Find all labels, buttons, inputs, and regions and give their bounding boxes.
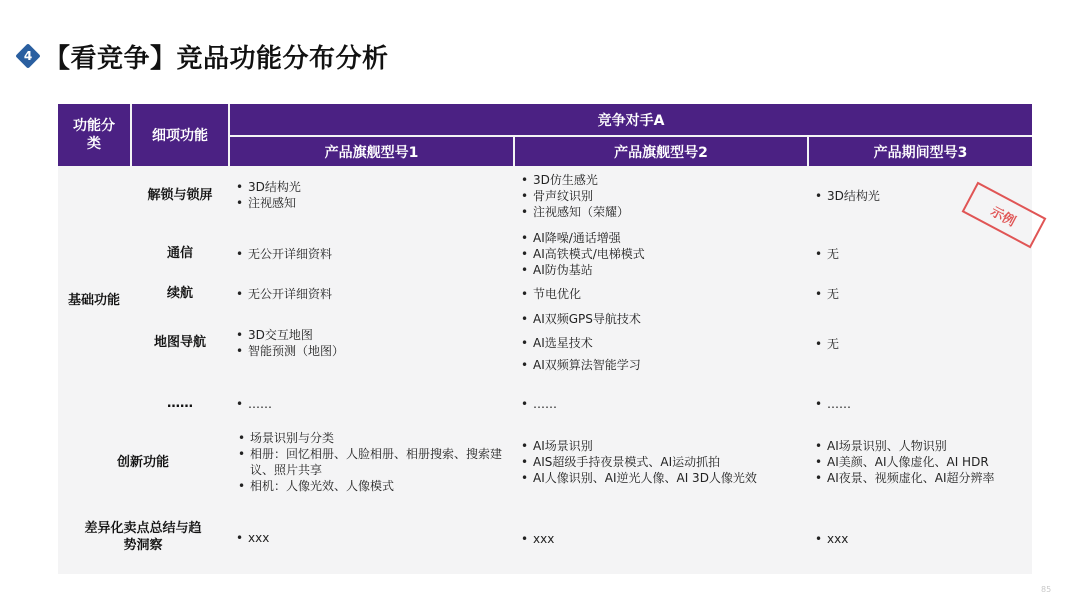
slide-title	[18, 36, 389, 76]
row-label-more: ……	[167, 396, 193, 411]
example-stamp: 示例	[962, 182, 1047, 249]
list-item: • 3D交互地图	[234, 327, 504, 343]
list-item: • 无	[813, 246, 1013, 262]
cell-more-m3	[813, 396, 1013, 412]
list-item: • 无公开详细资料	[234, 286, 504, 302]
cell-battery-m2	[519, 286, 799, 302]
header-model-3: 产品期间型号3	[809, 137, 1032, 166]
cell-unlock-m3	[813, 188, 973, 204]
header-function-category: 功能分类	[58, 104, 130, 166]
category-innovation: 创新功能	[116, 455, 169, 470]
cell-summary-m2	[519, 531, 799, 547]
list-item: • 3D仿生感光	[519, 172, 799, 188]
list-item: • AI双频算法智能学习	[519, 357, 799, 373]
list-item: • AIS超级手持夜景模式、AI运动抓拍	[519, 454, 805, 470]
cell-battery-m3	[813, 286, 1013, 302]
list-item: • 3D结构光	[813, 188, 973, 204]
list-item: • ……	[519, 396, 799, 412]
list-item: • 注视感知（荣耀）	[519, 204, 799, 220]
list-item: • ……	[813, 396, 1013, 412]
row-label-communication: 通信	[166, 246, 193, 261]
list-item: • 相册：回忆相册、人脸相册、相册搜索、搜索建议、照片共享	[236, 446, 504, 478]
list-item: • 场景识别与分类	[236, 430, 504, 446]
header-model-2: 产品旗舰型号2	[515, 137, 807, 166]
list-item: • AI美颜、AI人像虚化、AI HDR	[813, 454, 1031, 470]
list-item: • AI场景识别、人物识别	[813, 438, 1031, 454]
section-number-badge: 4	[18, 46, 38, 66]
list-item: • xxx	[813, 531, 1013, 547]
cell-innovation-m1	[236, 430, 504, 494]
cell-summary-m3	[813, 531, 1013, 547]
cell-nav-m3	[813, 336, 1013, 352]
list-item: • 3D结构光	[234, 179, 504, 195]
list-item: • AI高铁模式/电梯模式	[519, 246, 799, 262]
cell-comm-m3	[813, 246, 1013, 262]
page-title: 【看竞争】竞品功能分布分析	[44, 43, 389, 74]
cell-comm-m1	[234, 246, 504, 262]
cell-nav-m2-c	[519, 357, 799, 373]
cell-innovation-m3	[813, 438, 1031, 486]
row-label-unlock: 解锁与锁屏	[147, 188, 213, 203]
list-item: • AI双频GPS导航技术	[519, 311, 799, 327]
header-competitor: 竞争对手A	[230, 104, 1032, 135]
list-item: • 无公开详细资料	[234, 246, 504, 262]
list-item: • 无	[813, 336, 1013, 352]
list-item: • AI选星技术	[519, 335, 799, 351]
list-item: • AI降噪/通话增强	[519, 230, 799, 246]
list-item: • 相机：人像光效、人像模式	[236, 478, 504, 494]
list-item: • xxx	[234, 530, 504, 546]
cell-summary-m1	[234, 530, 504, 546]
cell-comm-m2	[519, 230, 799, 278]
row-label-battery: 续航	[166, 286, 193, 301]
category-summary: 差异化卖点总结与趋势洞察	[84, 521, 202, 553]
list-item: • 注视感知	[234, 195, 504, 211]
list-item: • 节电优化	[519, 286, 799, 302]
list-item: • AI防伪基站	[519, 262, 799, 278]
list-item: • AI人像识别、AI逆光人像、AI 3D人像光效	[519, 470, 805, 486]
header-model-1: 产品旗舰型号1	[230, 137, 513, 166]
cell-unlock-m2	[519, 172, 799, 220]
list-item: • 骨声纹识别	[519, 188, 799, 204]
cell-more-m1	[234, 396, 504, 412]
cell-innovation-m2	[519, 438, 805, 486]
list-item: • AI场景识别	[519, 438, 805, 454]
cell-unlock-m1	[234, 179, 504, 211]
cell-more-m2	[519, 396, 799, 412]
list-item: • AI夜景、视频虚化、AI超分辨率	[813, 470, 1031, 486]
page-number: 85	[1041, 585, 1052, 594]
header-sub-function: 细项功能	[132, 104, 228, 166]
row-label-navigation: 地图导航	[153, 335, 206, 350]
list-item: • xxx	[519, 531, 799, 547]
cell-nav-m1	[234, 327, 504, 359]
cell-nav-m2-a	[519, 311, 799, 327]
list-item: • ……	[234, 396, 504, 412]
list-item: • 无	[813, 286, 1013, 302]
cell-nav-m2-b	[519, 335, 799, 351]
cell-battery-m1	[234, 286, 504, 302]
category-basic: 基础功能	[67, 293, 120, 308]
list-item: • 智能预测（地图）	[234, 343, 504, 359]
